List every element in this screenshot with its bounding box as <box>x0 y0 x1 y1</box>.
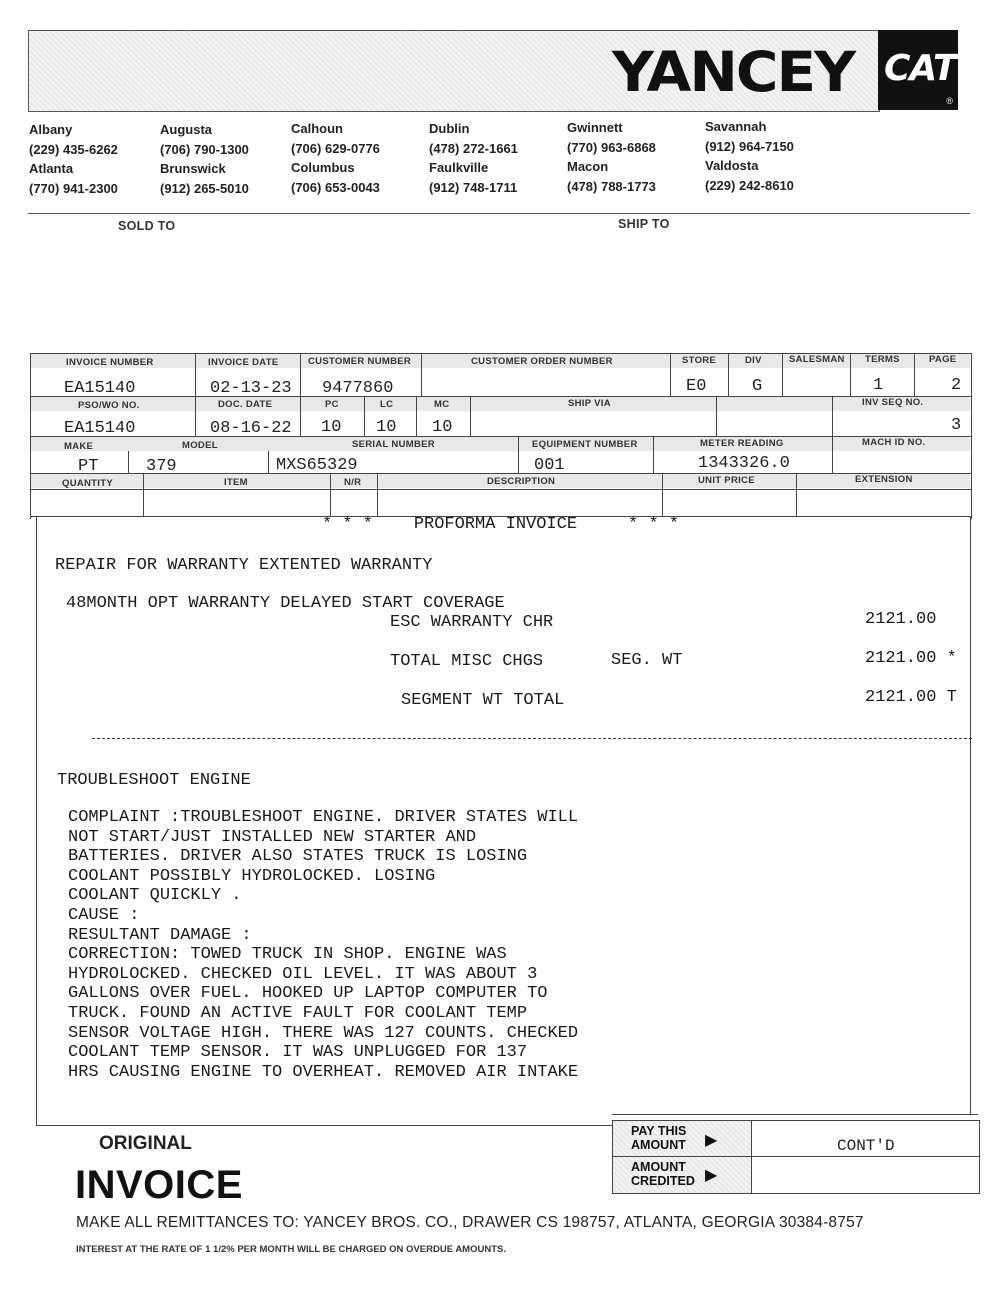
segment-total-amount: 2121.00 T <box>865 688 957 707</box>
salesman-label: SALESMAN <box>789 354 845 365</box>
branch-city: Brunswick <box>160 161 226 176</box>
cat-logo <box>878 30 958 110</box>
branch-city: Faulkville <box>429 160 489 175</box>
description-label: DESCRIPTION <box>487 476 556 487</box>
table-col <box>195 353 196 396</box>
branch-calhoun <box>291 119 380 197</box>
contd-value: CONT'D <box>837 1137 895 1155</box>
ship-via-label: SHIP VIA <box>568 398 611 409</box>
div-value: G <box>752 377 763 396</box>
item-label: ITEM <box>224 477 248 488</box>
extension-label: EXTENSION <box>855 474 913 485</box>
arrow-right-icon: ▶ <box>705 1167 718 1184</box>
branch-city: Savannah <box>705 119 767 134</box>
note-line: GALLONS OVER FUEL. HOOKED UP LAPTOP COMPUTER TO <box>68 984 548 1004</box>
original-label: ORIGINAL <box>99 1133 192 1154</box>
store-value: E0 <box>686 377 707 396</box>
proforma-line: * * * PROFORMA INVOICE * * * <box>322 515 680 534</box>
branch-augusta <box>160 120 249 198</box>
make-label: MAKE <box>64 441 94 452</box>
table-col <box>268 451 269 473</box>
branch-city: Macon <box>567 159 609 174</box>
div-label: DIV <box>745 355 762 366</box>
mc-value: 10 <box>432 418 453 437</box>
table-col <box>832 396 833 436</box>
note-line: SENSOR VOLTAGE HIGH. THERE WAS 127 COUNTS. CHECKED <box>68 1023 579 1043</box>
note-line: COOLANT QUICKLY . <box>68 886 242 906</box>
invoice-date-value: 02-13-23 <box>210 379 292 398</box>
troubleshoot-title: TROUBLESHOOT ENGINE <box>57 771 251 790</box>
note-line: HRS CAUSING ENGINE TO OVERHEAT. REMOVED AIR INTAKE <box>68 1062 579 1082</box>
table-col <box>195 396 196 436</box>
doc-date-value: 08-16-22 <box>210 419 292 438</box>
payment-box-divider <box>613 1156 979 1157</box>
table-rule <box>30 396 971 397</box>
table-col <box>300 353 301 396</box>
meter-value: 1343326.0 <box>698 454 790 473</box>
pc-value: 10 <box>321 418 342 437</box>
amount-text: AMOUNT <box>631 1138 686 1152</box>
table-col <box>850 353 851 396</box>
ship-to-label: SHIP TO <box>618 217 670 231</box>
note-line: TRUCK. FOUND AN ACTIVE FAULT FOR COOLANT TEMP <box>68 1003 528 1023</box>
lc-value: 10 <box>376 418 397 437</box>
branch-albany <box>29 120 118 198</box>
table-rule <box>30 489 971 490</box>
branch-city: Calhoun <box>291 121 343 136</box>
note-line: CORRECTION: TOWED TRUCK IN SHOP. ENGINE WAS <box>68 945 507 965</box>
serial-value: MXS65329 <box>276 456 358 475</box>
note-line: NOT START/JUST INSTALLED NEW STARTER AND <box>68 827 477 847</box>
sold-to-label: SOLD TO <box>118 219 176 233</box>
pc-label: PC <box>325 399 339 410</box>
terms-value: 1 <box>873 376 884 395</box>
note-line: CAUSE : <box>68 905 140 925</box>
amount-credited-label <box>631 1160 695 1188</box>
branch-phone: (478) 788-1773 <box>567 178 656 194</box>
mc-label: MC <box>434 399 450 410</box>
table-col <box>330 473 331 516</box>
branch-savannah <box>705 117 794 195</box>
note-line: COOLANT POSSIBLY HYDROLOCKED. LOSING <box>68 866 436 886</box>
page-label: PAGE <box>929 354 957 365</box>
table-col <box>416 396 417 436</box>
label-strip-2 <box>31 397 970 411</box>
branch-city: Dublin <box>429 121 470 136</box>
nr-label: N/R <box>344 477 362 488</box>
table-col <box>653 436 654 473</box>
branch-city: Valdosta <box>705 158 759 173</box>
table-col <box>421 353 422 396</box>
note-line: RESULTANT DAMAGE : <box>68 925 252 945</box>
body-border-left <box>36 516 37 1126</box>
pay-this-text: PAY THIS <box>631 1124 687 1138</box>
branch-phone: (706) 790-1300 <box>160 141 249 157</box>
body-border-bottom-right <box>612 1114 978 1115</box>
total-misc-amount: 2121.00 * <box>865 649 957 668</box>
registered-mark: ® <box>946 96 953 106</box>
pay-this-amount-label <box>631 1124 686 1152</box>
serial-label: SERIAL NUMBER <box>352 439 435 450</box>
interest-line: INTEREST AT THE RATE OF 1 1/2% PER MONTH WILL BE CHARGED ON OVERDUE AMOUNTS. <box>76 1244 506 1255</box>
branch-phone: (770) 941-2300 <box>29 180 118 196</box>
branch-phone: (706) 629-0776 <box>291 140 380 156</box>
table-col <box>470 396 471 436</box>
body-border-bottom <box>36 1125 614 1126</box>
table-col <box>796 473 797 516</box>
branch-gwinnett <box>567 118 656 196</box>
psowo-label: PSO/WO NO. <box>78 400 140 411</box>
model-label: MODEL <box>182 440 218 451</box>
branch-phone: (912) 265-5010 <box>160 180 249 196</box>
inv-seq-value: 3 <box>951 416 962 435</box>
customer-number-label: CUSTOMER NUMBER <box>308 356 412 367</box>
store-label: STORE <box>682 355 717 366</box>
invoice-number-value: EA15140 <box>64 379 136 398</box>
troubleshoot-notes <box>68 808 578 1082</box>
branch-city: Columbus <box>291 160 355 175</box>
table-col <box>128 451 129 473</box>
meter-label: METER READING <box>700 438 784 449</box>
invoice-number-label: INVOICE NUMBER <box>66 357 154 368</box>
table-col <box>364 396 365 436</box>
equipment-label: EQUIPMENT NUMBER <box>532 439 638 450</box>
unit-price-label: UNIT PRICE <box>698 475 755 486</box>
branch-phone: (706) 653-0043 <box>291 179 380 195</box>
branch-city: Augusta <box>160 122 212 137</box>
cat-logo-text: CAT <box>884 48 957 89</box>
yancey-logo: YANCEY <box>612 39 855 105</box>
remittance-line: MAKE ALL REMITTANCES TO: YANCEY BROS. CO., DRAWER CS 198757, ATLANTA, GEORGIA 30384-8757 <box>76 1214 864 1231</box>
note-line: BATTERIES. DRIVER ALSO STATES TRUCK IS LOSING <box>68 847 528 867</box>
equipment-value: 001 <box>534 456 565 475</box>
table-col <box>662 473 663 516</box>
mach-id-label: MACH ID NO. <box>862 437 926 448</box>
table-rule <box>30 436 971 437</box>
arrow-right-icon: ▶ <box>705 1132 718 1149</box>
psowo-value: EA15140 <box>64 419 136 438</box>
note-line: HYDROLOCKED. CHECKED OIL LEVEL. IT WAS ABOUT 3 <box>68 964 538 984</box>
table-col <box>300 396 301 436</box>
customer-number-value: 9477860 <box>322 379 394 398</box>
address-divider <box>28 213 970 214</box>
table-col <box>716 396 717 436</box>
body-border-right <box>970 516 971 1114</box>
make-value: PT <box>78 457 99 476</box>
branch-city: Gwinnett <box>567 120 623 135</box>
note-line: COMPLAINT :TROUBLESHOOT ENGINE. DRIVER STATES WILL <box>68 808 579 827</box>
invoice-label: INVOICE <box>75 1163 243 1207</box>
lc-label: LC <box>380 399 394 410</box>
credited-text: CREDITED <box>631 1174 695 1188</box>
segment-total-label: SEGMENT WT TOTAL <box>401 691 565 710</box>
table-col <box>518 436 519 473</box>
repair-title: REPAIR FOR WARRANTY EXTENTED WARRANTY <box>55 556 433 575</box>
branch-phone: (478) 272-1661 <box>429 140 518 156</box>
terms-label: TERMS <box>865 354 900 365</box>
esc-warranty-line: ESC WARRANTY CHR <box>390 613 554 632</box>
inv-seq-label: INV SEQ NO. <box>862 397 924 408</box>
branch-phone: (770) 963-6868 <box>567 139 656 155</box>
note-line: COOLANT TEMP SENSOR. IT WAS UNPLUGGED FOR 137 <box>68 1043 528 1063</box>
section-dashed-divider <box>92 738 972 739</box>
esc-warranty-amount: 2121.00 <box>865 610 937 629</box>
branch-dublin <box>429 119 518 197</box>
model-value: 379 <box>146 457 177 476</box>
table-col <box>728 353 729 396</box>
payment-box <box>612 1120 980 1194</box>
seg-wt-label: SEG. WT <box>611 651 683 670</box>
table-col <box>377 473 378 516</box>
amount-text: AMOUNT <box>631 1160 686 1174</box>
page-value: 2 <box>951 376 962 395</box>
doc-date-label: DOC. DATE <box>218 399 273 410</box>
table-col <box>782 353 783 396</box>
branch-phone: (229) 435-6262 <box>29 141 118 157</box>
opt-warranty-line: 48MONTH OPT WARRANTY DELAYED START COVERAGE <box>66 594 505 613</box>
table-col <box>143 473 144 516</box>
invoice-date-label: INVOICE DATE <box>208 357 279 368</box>
branch-city: Atlanta <box>29 161 74 176</box>
label-strip-3 <box>31 437 970 451</box>
branch-phone: (229) 242-8610 <box>705 177 794 193</box>
branch-phone: (912) 748-1711 <box>429 179 518 195</box>
table-col <box>670 353 671 396</box>
total-misc-label: TOTAL MISC CHGS <box>390 652 544 671</box>
branch-city: Albany <box>29 122 73 137</box>
quantity-label: QUANTITY <box>62 478 113 489</box>
customer-order-label: CUSTOMER ORDER NUMBER <box>471 356 613 367</box>
table-col <box>914 353 915 396</box>
table-col <box>832 436 833 473</box>
branch-phone: (912) 964-7150 <box>705 138 794 154</box>
